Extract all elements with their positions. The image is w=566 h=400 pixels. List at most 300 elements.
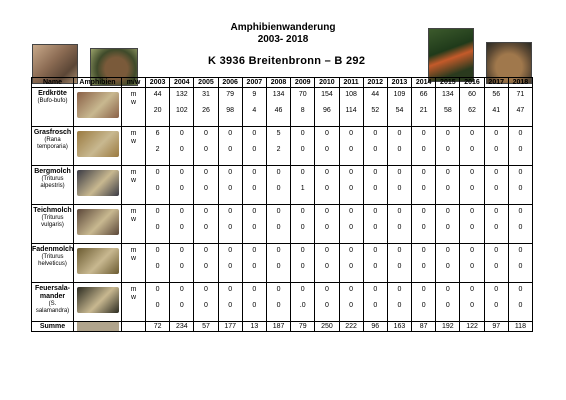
species-name-cell [32, 127, 74, 166]
sex-cell [122, 244, 146, 283]
count-cell [194, 205, 218, 244]
count-female: 0 [445, 263, 450, 270]
sum-value: 79 [291, 322, 315, 332]
count-male: 0 [179, 130, 184, 137]
sex-label-m: m [130, 247, 137, 254]
header-year: 2017 [484, 78, 508, 88]
species-photo-cell [74, 283, 122, 322]
count-female: 0 [204, 146, 208, 153]
count-cell [146, 166, 170, 205]
migration-table [31, 77, 533, 332]
count-cell [146, 88, 170, 127]
count-female: 0 [397, 224, 402, 231]
count-male: 0 [518, 286, 523, 293]
count-cell [508, 127, 532, 166]
header-sex: m/w [122, 78, 146, 88]
header-year: 2008 [266, 78, 290, 88]
sex-label-m: m [130, 91, 137, 98]
count-male: 0 [421, 208, 426, 215]
sex-cell [122, 205, 146, 244]
species-name: Feuersala-mander [34, 285, 71, 300]
count-female: 4 [252, 107, 257, 114]
count-male: 0 [324, 169, 329, 176]
count-female: 47 [516, 107, 525, 114]
count-cell [266, 88, 290, 127]
header-amphibien: Amphibien [74, 78, 122, 88]
count-male: 132 [175, 91, 188, 98]
count-cell [508, 283, 532, 322]
count-female: 0 [155, 263, 160, 270]
count-cell [508, 244, 532, 283]
count-cell [460, 166, 484, 205]
count-female: 0 [397, 185, 402, 192]
count-male: 0 [204, 286, 208, 293]
count-cell [146, 283, 170, 322]
count-female: 0 [373, 224, 378, 231]
count-male: 0 [349, 208, 354, 215]
sum-value: 187 [266, 322, 290, 332]
count-male: 0 [494, 247, 499, 254]
count-female: 0 [421, 224, 426, 231]
count-female: 0 [300, 224, 305, 231]
sum-empty [122, 322, 146, 332]
count-cell [363, 127, 387, 166]
sex-label-m: m [130, 130, 137, 137]
sum-value: 250 [315, 322, 339, 332]
count-male: 0 [445, 208, 450, 215]
count-male: 134 [442, 91, 454, 98]
count-female: 0 [155, 302, 160, 309]
count-cell [315, 127, 339, 166]
count-female: 0 [179, 302, 184, 309]
species-latin-name: (Triturus alpestris) [40, 176, 65, 189]
count-female: 0 [518, 224, 523, 231]
count-female: 62 [468, 107, 476, 114]
count-cell [436, 283, 460, 322]
count-male: 0 [494, 208, 499, 215]
species-latin-name: (Triturus helveticus) [38, 254, 67, 267]
count-male: 0 [300, 286, 305, 293]
page-title: Amphibienwanderung [230, 22, 336, 33]
count-female: 0 [470, 224, 474, 231]
header-year: 2015 [436, 78, 460, 88]
count-male: 109 [393, 91, 406, 98]
count-cell [484, 244, 508, 283]
count-female: 0 [228, 185, 233, 192]
count-female: 0 [349, 185, 354, 192]
sum-value: 222 [339, 322, 363, 332]
count-cell [242, 205, 266, 244]
count-cell [146, 205, 170, 244]
count-male: 9 [252, 91, 257, 98]
species-name: Grasfrosch [33, 129, 72, 136]
count-female: 0 [276, 224, 281, 231]
species-photo-cell [74, 166, 122, 205]
species-name: Bergmolch [34, 168, 71, 175]
count-cell [242, 244, 266, 283]
count-cell [315, 244, 339, 283]
count-female: 0 [373, 302, 378, 309]
count-male: 0 [300, 208, 305, 215]
count-cell [387, 283, 411, 322]
header-year: 2010 [315, 78, 339, 88]
header-name: Name [32, 78, 74, 88]
species-photo [77, 131, 119, 157]
count-female: 0 [228, 302, 233, 309]
count-cell [460, 205, 484, 244]
count-male: 0 [349, 130, 354, 137]
count-cell [436, 88, 460, 127]
header-year: 2004 [170, 78, 194, 88]
count-cell [460, 127, 484, 166]
sum-value: 118 [508, 322, 532, 332]
count-male: 79 [226, 91, 235, 98]
count-cell [460, 283, 484, 322]
header-year: 2009 [291, 78, 315, 88]
count-cell [266, 127, 290, 166]
count-female: 0 [179, 263, 184, 270]
count-male: 0 [228, 286, 233, 293]
count-female: 52 [371, 107, 380, 114]
count-male: 0 [204, 169, 208, 176]
sex-label-w: w [130, 99, 137, 106]
count-cell [508, 205, 532, 244]
count-cell [218, 205, 242, 244]
sum-row [32, 322, 533, 332]
count-cell [315, 166, 339, 205]
count-female: 58 [443, 107, 452, 114]
location-subtitle: K 3936 Breitenbronn – B 292 [208, 55, 366, 67]
count-cell [363, 166, 387, 205]
count-male: 0 [421, 286, 426, 293]
count-female: 0 [397, 146, 402, 153]
species-photo [77, 209, 119, 235]
count-male: 0 [228, 130, 233, 137]
count-male: 0 [397, 286, 402, 293]
count-female: 0 [252, 263, 257, 270]
count-female: 102 [175, 107, 188, 114]
count-female: 0 [494, 146, 499, 153]
count-female: 0 [421, 263, 426, 270]
count-female: 46 [274, 107, 283, 114]
count-female: 54 [395, 107, 404, 114]
count-male: 66 [419, 91, 428, 98]
count-female: 41 [492, 107, 501, 114]
count-male: 0 [155, 208, 160, 215]
count-female: 0 [349, 302, 354, 309]
count-female: 0 [228, 224, 233, 231]
count-male: 0 [155, 169, 160, 176]
count-male: 0 [518, 247, 523, 254]
count-male: 0 [349, 169, 354, 176]
species-name-cell [32, 283, 74, 322]
count-female: 0 [421, 302, 426, 309]
header-year: 2016 [460, 78, 484, 88]
header-year: 2014 [412, 78, 436, 88]
count-female: 0 [324, 224, 329, 231]
table-row [32, 127, 533, 166]
sum-value: 96 [363, 322, 387, 332]
count-female: 20 [153, 107, 162, 114]
count-cell [315, 88, 339, 127]
count-female: 0 [324, 263, 329, 270]
count-cell [460, 244, 484, 283]
count-female: 0 [276, 185, 281, 192]
species-photo [77, 92, 119, 118]
count-cell [436, 205, 460, 244]
count-cell [387, 88, 411, 127]
count-female: 0 [324, 302, 329, 309]
count-cell [436, 166, 460, 205]
count-cell [291, 244, 315, 283]
count-cell [339, 205, 363, 244]
count-cell [146, 127, 170, 166]
header-year: 2011 [339, 78, 363, 88]
count-cell [484, 127, 508, 166]
count-male: 0 [252, 169, 257, 176]
count-female: 0 [470, 302, 474, 309]
count-male: 0 [324, 247, 329, 254]
species-name: Fadenmolch [32, 246, 74, 253]
count-cell [170, 283, 194, 322]
count-cell [218, 244, 242, 283]
sex-label-w: w [130, 294, 137, 301]
count-cell [387, 166, 411, 205]
count-female: 0 [470, 146, 474, 153]
count-female: 0 [518, 146, 523, 153]
species-photo [77, 170, 119, 196]
count-male: 60 [468, 91, 476, 98]
header-year: 2007 [242, 78, 266, 88]
count-cell [387, 244, 411, 283]
count-cell [315, 283, 339, 322]
count-male: 0 [179, 286, 184, 293]
count-male: 0 [373, 169, 378, 176]
species-photo-cell [74, 127, 122, 166]
table-row [32, 283, 533, 322]
count-male: 0 [300, 247, 305, 254]
count-male: 0 [228, 169, 233, 176]
count-female: 0 [155, 185, 160, 192]
count-male: 0 [324, 208, 329, 215]
count-male: 0 [204, 130, 208, 137]
count-female: 0 [518, 302, 523, 309]
sum-value: 122 [460, 322, 484, 332]
count-cell [436, 127, 460, 166]
count-female: 96 [323, 107, 331, 114]
count-male: 0 [421, 247, 426, 254]
count-male: 108 [345, 91, 357, 98]
count-cell [170, 127, 194, 166]
count-cell [412, 244, 436, 283]
count-cell [242, 166, 266, 205]
count-female: 0 [518, 263, 523, 270]
count-male: 0 [518, 208, 523, 215]
count-male: 0 [179, 169, 184, 176]
count-male: 0 [470, 169, 474, 176]
count-male: 0 [397, 247, 402, 254]
count-cell [218, 166, 242, 205]
count-cell [291, 283, 315, 322]
species-photo [77, 287, 119, 313]
count-cell [242, 88, 266, 127]
count-cell [194, 283, 218, 322]
count-male: 0 [397, 169, 402, 176]
count-cell [339, 88, 363, 127]
count-cell [339, 283, 363, 322]
count-male: 154 [321, 91, 333, 98]
count-female: 0 [421, 185, 426, 192]
species-latin-name: (Rana temporaria) [37, 137, 68, 150]
count-female: 0 [276, 263, 281, 270]
count-cell [291, 127, 315, 166]
count-female: 0 [397, 302, 402, 309]
count-cell [291, 205, 315, 244]
count-male: 0 [252, 208, 257, 215]
count-male: 6 [155, 130, 160, 137]
count-male: 0 [373, 130, 378, 137]
sex-cell [122, 283, 146, 322]
sex-label-w: w [130, 255, 137, 262]
count-cell [218, 88, 242, 127]
count-male: 0 [324, 130, 329, 137]
table-header-row [32, 78, 533, 88]
count-female: 0 [421, 146, 426, 153]
table-row [32, 244, 533, 283]
species-latin-name: (Triturus vulgaris) [41, 215, 64, 228]
count-male: 0 [252, 130, 257, 137]
species-photo-cell [74, 205, 122, 244]
count-male: 0 [470, 208, 474, 215]
count-female: 2 [276, 146, 281, 153]
count-male: 0 [445, 286, 450, 293]
count-male: 44 [371, 91, 380, 98]
count-female: 26 [202, 107, 210, 114]
count-male: 0 [155, 286, 160, 293]
sum-photo [77, 322, 119, 331]
count-female: 114 [345, 107, 357, 114]
count-male: 0 [252, 286, 257, 293]
count-female: 0 [179, 224, 184, 231]
count-cell [339, 166, 363, 205]
count-male: 56 [492, 91, 501, 98]
count-male: 0 [494, 169, 499, 176]
species-photo-cell [74, 88, 122, 127]
count-cell [194, 166, 218, 205]
count-female: 0 [276, 302, 281, 309]
count-female: 0 [494, 302, 499, 309]
count-female: 2 [155, 146, 160, 153]
sex-cell [122, 166, 146, 205]
count-female: 0 [349, 146, 354, 153]
count-female: 0 [518, 185, 523, 192]
count-male: 0 [349, 286, 354, 293]
sum-value: 192 [436, 322, 460, 332]
count-cell [170, 205, 194, 244]
count-cell [266, 283, 290, 322]
sex-label-w: w [130, 216, 137, 223]
count-female: 0 [324, 185, 329, 192]
count-cell [484, 205, 508, 244]
count-cell [170, 88, 194, 127]
count-male: 0 [228, 208, 233, 215]
count-male: 31 [202, 91, 210, 98]
count-female: 0 [179, 185, 184, 192]
count-male: 0 [373, 286, 378, 293]
count-female: 0 [300, 146, 305, 153]
count-cell [363, 205, 387, 244]
count-cell [460, 88, 484, 127]
count-cell [170, 244, 194, 283]
count-male: 0 [421, 130, 426, 137]
sum-value: 163 [387, 322, 411, 332]
count-cell [315, 205, 339, 244]
count-female: 98 [226, 107, 235, 114]
count-cell [436, 244, 460, 283]
count-male: 0 [470, 286, 474, 293]
count-male: 0 [179, 208, 184, 215]
sex-label-m: m [130, 286, 137, 293]
count-male: 134 [272, 91, 285, 98]
count-cell [412, 166, 436, 205]
header-year: 2003 [146, 78, 170, 88]
count-female: 0 [470, 263, 474, 270]
count-female: 0 [204, 263, 208, 270]
count-female: 0 [252, 146, 257, 153]
count-cell [387, 205, 411, 244]
count-male: 0 [373, 247, 378, 254]
count-cell [508, 88, 532, 127]
count-male: 0 [276, 286, 281, 293]
sum-value: 57 [194, 322, 218, 332]
sum-value: 13 [242, 322, 266, 332]
sum-value: 72 [146, 322, 170, 332]
count-male: 0 [373, 208, 378, 215]
table-row [32, 88, 533, 127]
sex-label-m: m [130, 169, 137, 176]
count-male: 0 [179, 247, 184, 254]
header-year: 2012 [363, 78, 387, 88]
count-cell [242, 127, 266, 166]
count-female: 0 [204, 302, 208, 309]
sum-value: 97 [484, 322, 508, 332]
count-female: 8 [300, 107, 305, 114]
count-female: 0 [494, 224, 499, 231]
count-female: 0 [445, 185, 450, 192]
count-male: 0 [276, 169, 281, 176]
count-cell [508, 166, 532, 205]
count-female: 0 [252, 185, 257, 192]
count-male: 0 [445, 247, 450, 254]
count-cell [387, 127, 411, 166]
count-female: 0 [373, 185, 378, 192]
count-cell [339, 127, 363, 166]
count-cell [194, 244, 218, 283]
sex-label-m: m [130, 208, 137, 215]
count-female: 0 [204, 185, 208, 192]
count-female: 0 [349, 224, 354, 231]
count-male: 0 [155, 247, 160, 254]
count-male: 0 [470, 247, 474, 254]
count-male: 0 [445, 130, 450, 137]
count-male: 0 [349, 247, 354, 254]
species-photo [77, 248, 119, 274]
count-female: 0 [228, 146, 233, 153]
count-female: 0 [397, 263, 402, 270]
species-name: Teichmolch [33, 207, 72, 214]
sum-value: 87 [412, 322, 436, 332]
count-female: 0 [445, 146, 450, 153]
